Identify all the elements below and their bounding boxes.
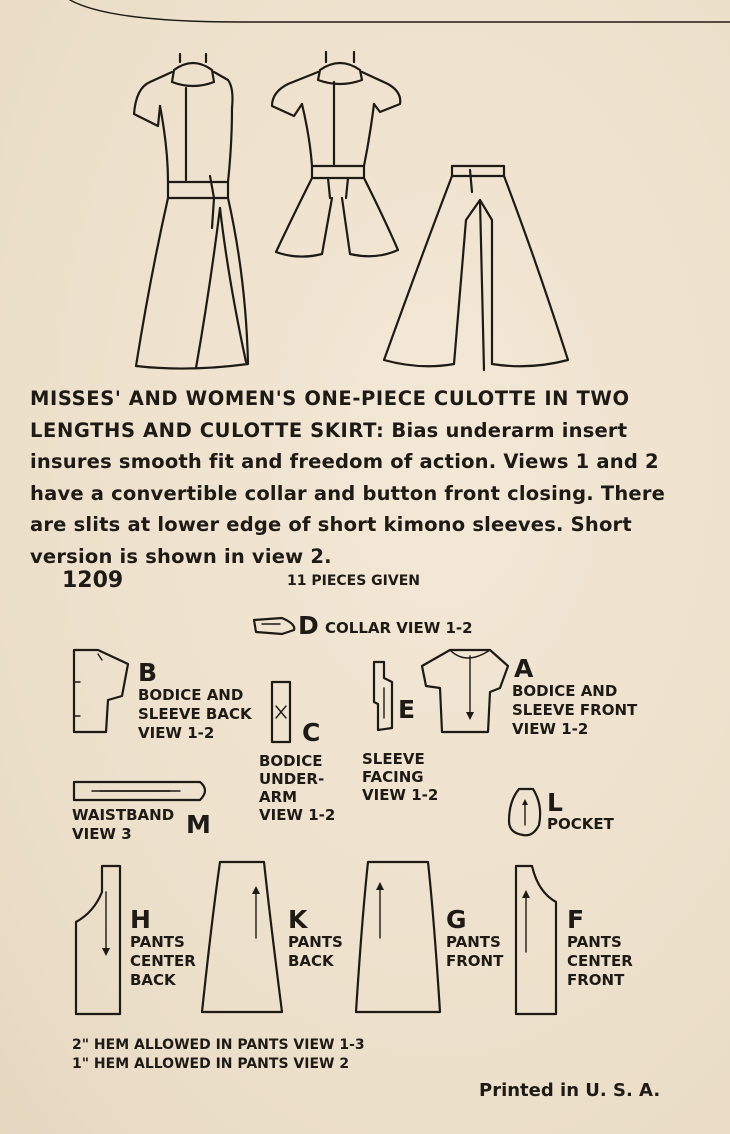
piece-f-label-1: PANTS <box>567 933 622 951</box>
piece-e-label-1: SLEEVE <box>362 750 425 768</box>
piece-h-shape <box>72 862 126 1018</box>
piece-a-label-2: SLEEVE FRONT <box>512 701 638 719</box>
piece-m-label-2: VIEW 3 <box>72 825 132 843</box>
piece-c-label-1: BODICE <box>259 752 323 770</box>
piece-f-shape <box>512 862 562 1018</box>
hem-note-2: 1" HEM ALLOWED IN PANTS VIEW 2 <box>72 1056 350 1072</box>
piece-k-label-1: PANTS <box>288 933 343 951</box>
description-heading: MISSES' AND WOMEN'S ONE-PIECE CULOTTE IN TWO LENGTHS AND CULOTTE SKIRT: <box>30 387 630 442</box>
piece-e-label-2: FACING <box>362 768 424 786</box>
piece-m-label-1: WAISTBAND <box>72 806 175 824</box>
piece-b-letter: B <box>138 658 158 687</box>
piece-e-letter: E <box>398 695 416 724</box>
pattern-description <box>30 383 670 572</box>
piece-h-label-1: PANTS <box>130 933 185 951</box>
piece-f-letter: F <box>567 905 585 934</box>
piece-a-label-1: BODICE AND <box>512 682 618 700</box>
piece-h-label-3: BACK <box>130 971 176 989</box>
piece-g-label-1: PANTS <box>446 933 501 951</box>
piece-f-label-2: CENTER <box>567 952 633 970</box>
illustration-view-1 <box>128 48 258 373</box>
piece-c-label-3: ARM <box>259 788 298 806</box>
piece-m-letter: M <box>186 810 211 839</box>
piece-h-label-2: CENTER <box>130 952 196 970</box>
pieces-count: 11 PIECES GIVEN <box>287 573 420 589</box>
piece-d-label: COLLAR VIEW 1-2 <box>325 619 473 637</box>
illustration-view-3 <box>380 160 570 375</box>
piece-e-shape <box>370 658 396 734</box>
piece-b-label-2: SLEEVE BACK <box>138 705 252 723</box>
piece-a-label-3: VIEW 1-2 <box>512 720 589 738</box>
piece-b-shape <box>70 646 140 738</box>
piece-h-letter: H <box>130 905 151 934</box>
piece-a-shape <box>420 646 512 738</box>
piece-c-label-2: UNDER- <box>259 770 325 788</box>
piece-c-label-4: VIEW 1-2 <box>259 806 336 824</box>
piece-g-letter: G <box>446 905 467 934</box>
piece-c-shape <box>268 678 294 746</box>
piece-l-label: POCKET <box>547 815 614 833</box>
piece-k-letter: K <box>288 905 308 934</box>
piece-l-shape <box>505 785 545 839</box>
piece-k-shape <box>198 858 286 1018</box>
piece-g-label-2: FRONT <box>446 952 504 970</box>
piece-c-letter: C <box>302 718 321 747</box>
pattern-number: 1209 <box>62 568 124 593</box>
piece-l-letter: L <box>547 788 563 817</box>
piece-b-label-3: VIEW 1-2 <box>138 724 215 742</box>
piece-e-label-3: VIEW 1-2 <box>362 786 439 804</box>
piece-a-letter: A <box>514 654 534 683</box>
printed-in-usa: Printed in U. S. A. <box>479 1080 661 1101</box>
piece-d-shape <box>252 614 298 638</box>
piece-k-label-2: BACK <box>288 952 334 970</box>
piece-d-letter: D <box>298 611 319 640</box>
description-body: Bias underarm insert insures smooth fit and freedom of action. Views 1 and 2 have a convertible collar and button front closing. There are slits at lower edge of short kimono sleeves. Short version is shown in view 2. <box>30 418 666 568</box>
piece-f-label-3: FRONT <box>567 971 625 989</box>
piece-b-label-1: BODICE AND <box>138 686 244 704</box>
envelope-flap-edge <box>0 0 730 40</box>
hem-note-1: 2" HEM ALLOWED IN PANTS VIEW 1-3 <box>72 1037 365 1053</box>
piece-g-shape <box>352 858 444 1018</box>
piece-m-shape <box>70 778 212 804</box>
